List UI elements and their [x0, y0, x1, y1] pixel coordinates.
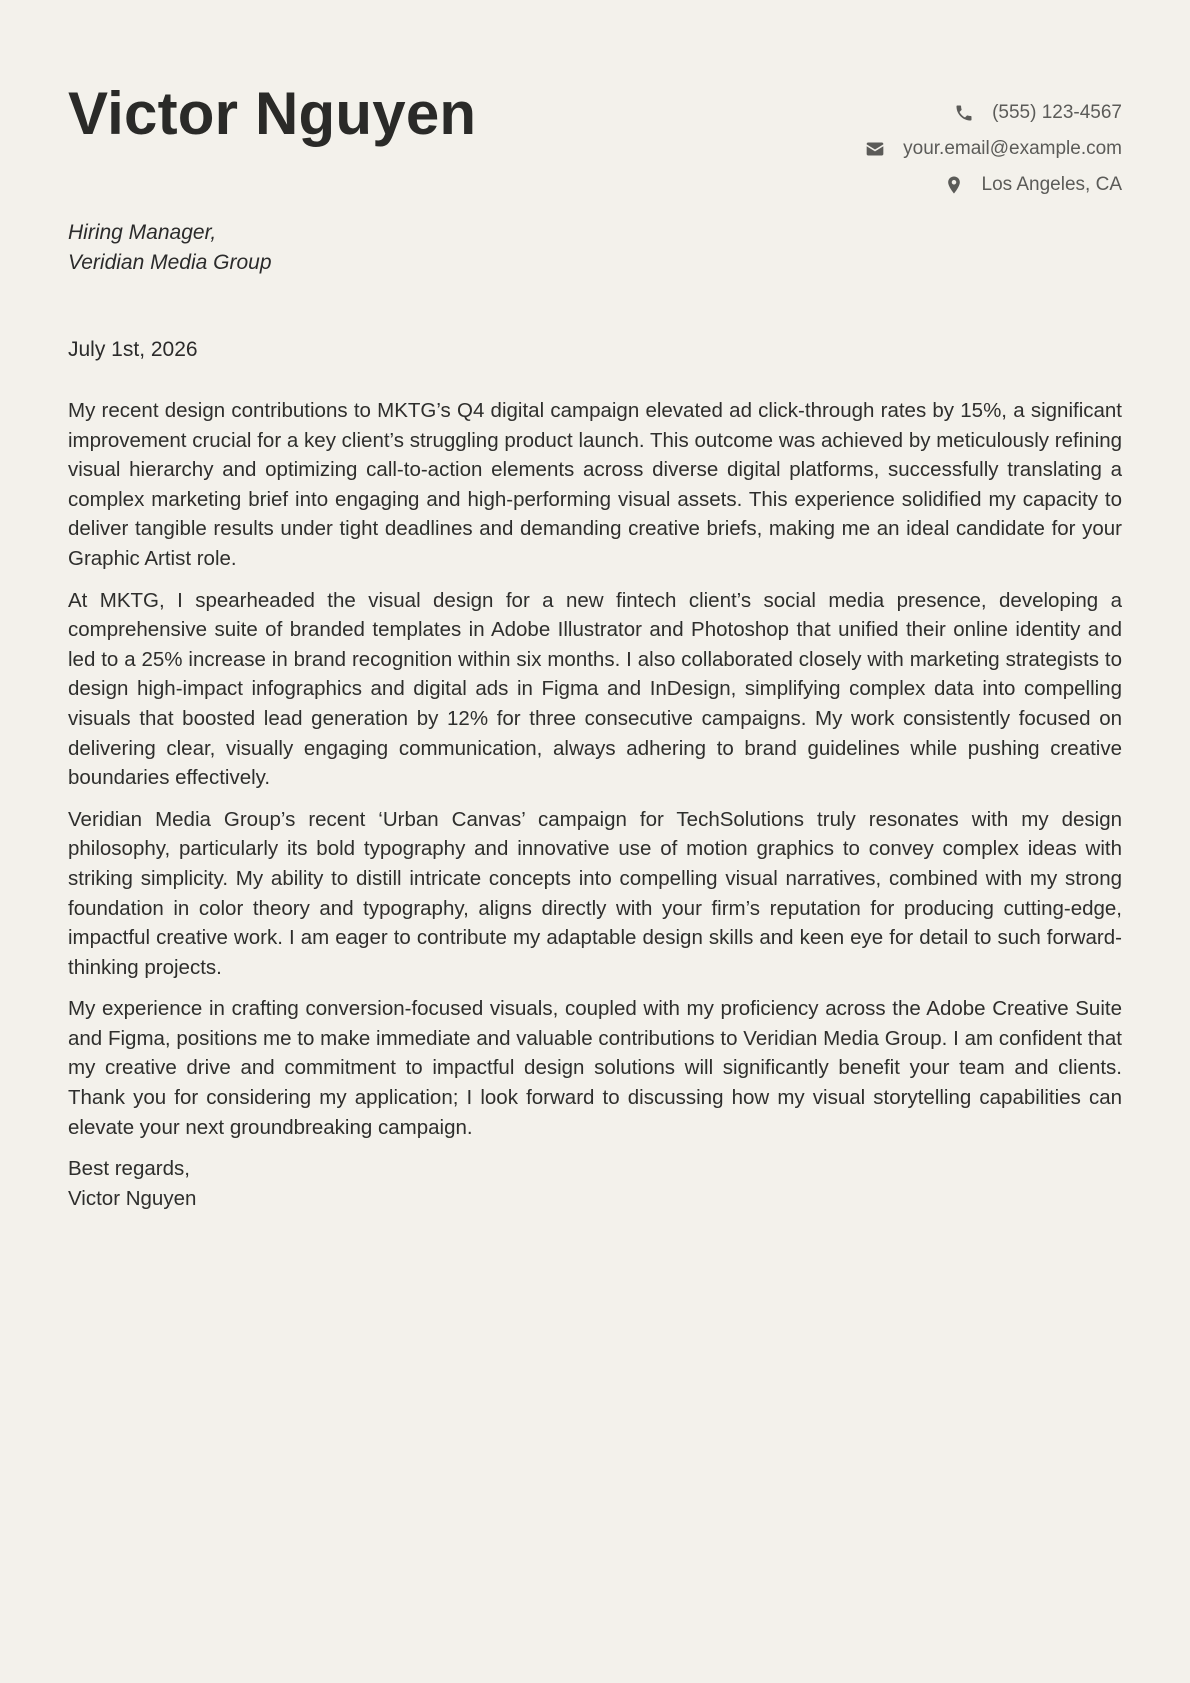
applicant-name: Victor Nguyen	[68, 80, 477, 147]
recipient-block	[68, 218, 272, 278]
body-paragraph: Veridian Media Group’s recent ‘Urban Canvas’ campaign for TechSolutions truly resonates with my design philosophy, particularly its bold typography and innovative use of motion graphics to convey complex ideas with striking simplicity. My ability to distill intricate concepts into compelling visual narratives, combined with my strong foundation in color theory and typography, aligns directly with your firm’s reputation for producing cutting-edge, impactful creative work. I am eager to contribute my adaptable design skills and keen eye for detail to such forward-thinking projects.	[68, 807, 1122, 979]
body-paragraph: My experience in crafting conversion-focused visuals, coupled with my proficiency across the Adobe Creative Suite and Figma, positions me to make immediate and valuable contributions to Veridian Media Group. I am confident that my creative drive and commitment to impactful design solutions will significantly benefit your team and clients. Thank you for considering my application; I look forward to discussing how my visual storytelling capabilities can elevate your next groundbreaking campaign.	[68, 997, 1122, 1139]
envelope-icon	[865, 139, 885, 159]
phone-number: (555) 123-4567	[992, 102, 1122, 123]
body-paragraph: My recent design contributions to MKTG’s Q4 digital campaign elevated ad click-through rates by 15%, a significant improvement crucial for a key client’s struggling product launch. This outcome was achieved by meticulously refining visual hierarchy and optimizing call-to-action elements across diverse digital platforms, successfully translating a complex marketing brief into engaging and high-performing visual assets. This experience solidified my capacity to deliver tangible results under tight deadlines and demanding creative briefs, making me an ideal candidate for your Graphic Artist role.	[68, 399, 1122, 570]
location-pin-icon	[944, 175, 964, 195]
closing-signature: Victor Nguyen	[68, 1186, 197, 1210]
letter-body	[68, 396, 1122, 1213]
letter-date: July 1st, 2026	[68, 338, 198, 361]
location-text: Los Angeles, CA	[981, 174, 1122, 195]
closing-block	[68, 1154, 1122, 1213]
phone-icon	[954, 103, 974, 123]
contact-block	[682, 95, 1122, 203]
recipient-company: Veridian Media Group	[68, 251, 272, 274]
cover-letter-page	[68, 0, 1122, 1683]
body-paragraph: At MKTG, I spearheaded the visual design for a new fintech client’s social media presence, developing a comprehensive suite of branded templates in Adobe Illustrator and Photoshop that unified their online identity and led to a 25% increase in brand recognition within six months. I also collaborated closely with marketing strategists to design high-impact infographics and digital ads in Figma and InDesign, simplifying complex data into compelling visuals that boosted lead generation by 12% for three consecutive campaigns. My work consistently focused on delivering clear, visually engaging communication, always adhering to brand guidelines while pushing creative boundaries effectively.	[68, 588, 1122, 790]
closing-salutation: Best regards,	[68, 1157, 190, 1181]
contact-email	[682, 131, 1122, 167]
contact-phone	[682, 95, 1122, 131]
email-address: your.email@example.com	[903, 138, 1122, 159]
contact-location	[682, 167, 1122, 203]
recipient-title: Hiring Manager,	[68, 221, 217, 244]
letter-header	[68, 0, 1122, 200]
